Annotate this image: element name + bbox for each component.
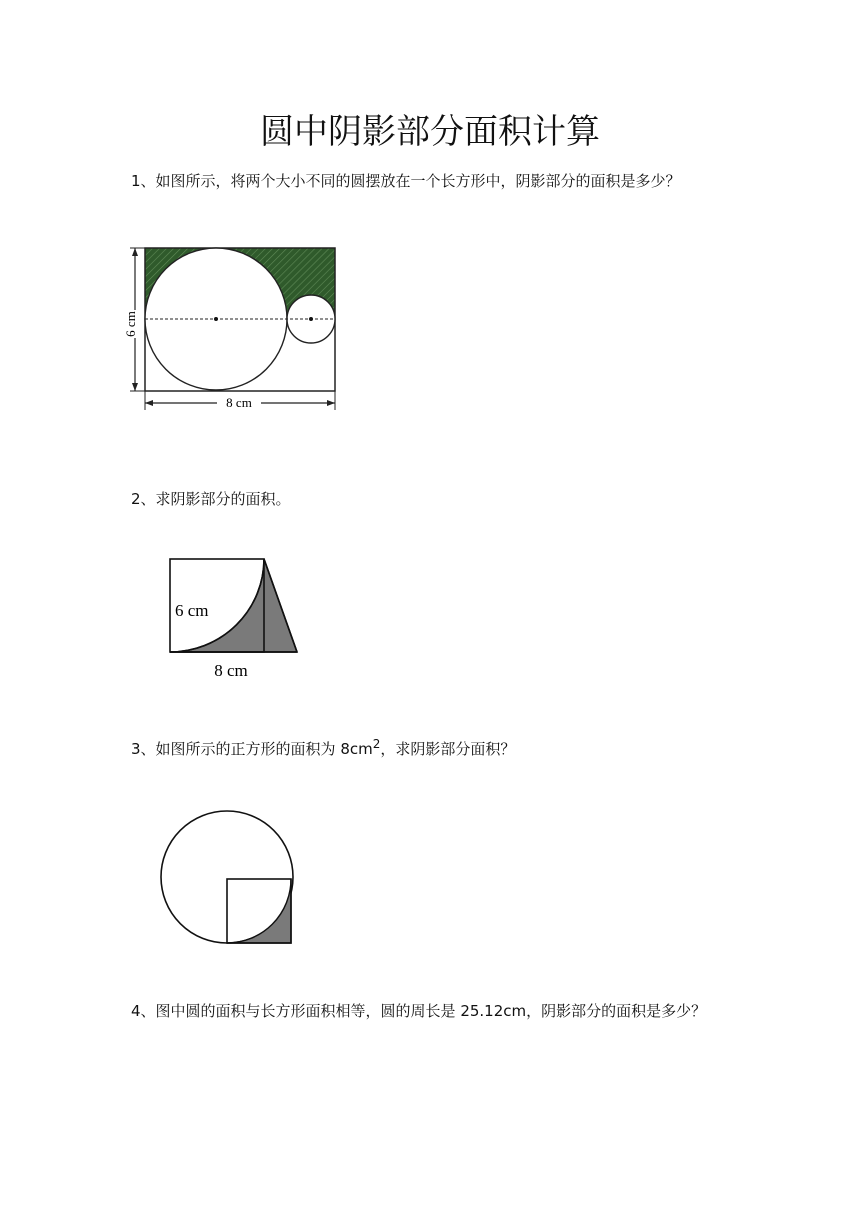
question-3-text-after: ，求阴影部分面积？ — [380, 740, 516, 758]
question-3 — [131, 729, 731, 764]
figure-2 — [165, 555, 305, 685]
small-center-dot — [309, 317, 313, 321]
question-2 — [131, 484, 731, 514]
figure-3 — [150, 800, 300, 950]
question-1-text: 如图所示，将两个大小不同的圆摆放在一个长方形中，阴影部分的面积是多少？ — [155, 172, 681, 190]
question-3-text-before: 如图所示的正方形的面积为 8cm — [155, 740, 373, 758]
question-3-number: 3、 — [131, 740, 156, 758]
question-1-number: 1、 — [131, 172, 156, 190]
question-1 — [131, 166, 731, 196]
question-2-number: 2、 — [131, 490, 156, 508]
question-4 — [131, 996, 731, 1026]
figure-2-side-label: 6 cm — [175, 601, 209, 620]
page-title: 圆中阴影部分面积计算 — [260, 112, 600, 152]
question-3-superscript: 2 — [372, 737, 381, 751]
figure-1 — [125, 240, 365, 420]
large-center-dot — [214, 317, 218, 321]
question-2-text: 求阴影部分的面积。 — [155, 490, 291, 508]
figure-2-base-label: 8 cm — [214, 661, 248, 680]
figure-1-width-label: 8 cm — [226, 395, 252, 410]
question-4-text: 图中圆的面积与长方形面积相等，圆的周长是 25.12cm，阴影部分的面积是多少？ — [155, 1002, 707, 1020]
figure-1-height-label: 6 cm — [123, 311, 138, 337]
question-4-number: 4、 — [131, 1002, 156, 1020]
